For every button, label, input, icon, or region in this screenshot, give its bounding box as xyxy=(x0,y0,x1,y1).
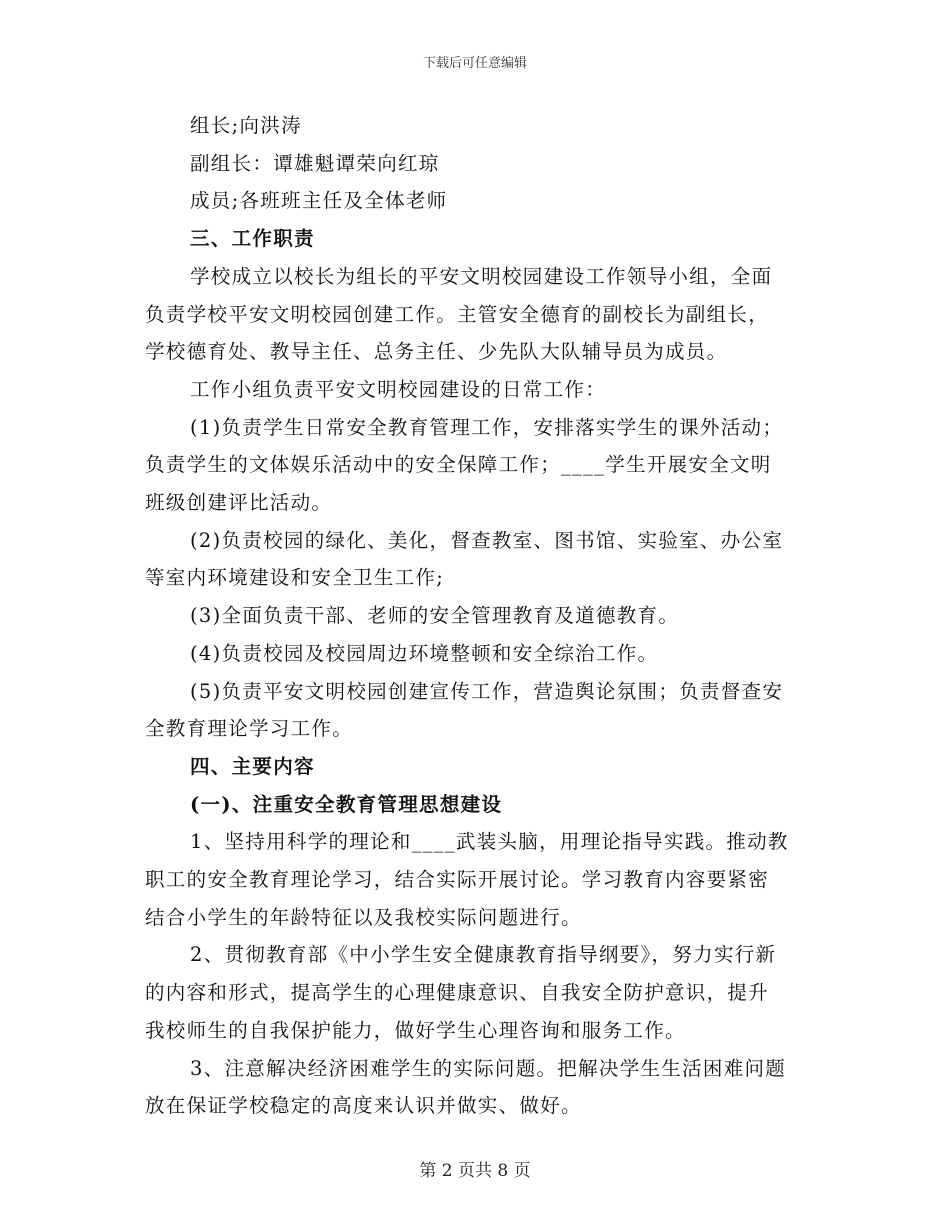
text-line: 1、坚持用科学的理论和____武装头脑，用理论指导实践。推动教 xyxy=(190,830,789,854)
section-heading: (一)、注重安全教育管理思想建设 xyxy=(190,792,503,816)
text-line: 工作小组负责平安文明校园建设的日常工作： xyxy=(190,377,607,401)
text-line: 3、注意解决经济困难学生的实际问题。把解决学生生活困难问题 xyxy=(190,1056,787,1080)
text-line: 负责学校平安文明校园创建工作。主管安全德育的副校长为副组长， xyxy=(145,302,770,326)
text-line: (1)负责学生日常安全教育管理工作，安排落实学生的课外活动； xyxy=(190,415,784,439)
page-footer: 第 2 页共 8 页 xyxy=(419,1161,531,1181)
text-line: 职工的安全教育理论学习，结合实际开展讨论。学习教育内容要紧密 xyxy=(145,868,770,892)
text-line: 班级创建评比活动。 xyxy=(145,491,333,515)
text-line: 负责学生的文体娱乐活动中的安全保障工作；____学生开展安全文明 xyxy=(145,453,772,477)
text-line: 放在保证学校稳定的高度来认识并做实、做好。 xyxy=(145,1094,582,1118)
text-line: 我校师生的自我保护能力，做好学生心理咨询和服务工作。 xyxy=(145,1018,686,1042)
text-line: (3)全面负责干部、老师的安全管理教育及道德教育。 xyxy=(190,604,680,628)
text-line: (2)负责校园的绿化、美化，督查教室、图书馆、实验室、办公室 xyxy=(190,528,784,552)
text-line: 学校成立以校长为组长的平安文明校园建设工作领导小组，全面 xyxy=(190,264,773,288)
page-header: 下载后可任意编辑 xyxy=(422,56,527,71)
text-line: (4)负责校园及校园周边环境整顿和安全综治工作。 xyxy=(190,641,659,665)
document-body xyxy=(145,107,810,1125)
text-line: 全教育理论学习工作。 xyxy=(145,717,354,741)
text-line: 学校德育处、教导主任、总务主任、少先队大队辅导员为成员。 xyxy=(145,340,728,364)
section-heading: 四、主要内容 xyxy=(190,754,315,778)
text-line: 的内容和形式，提高学生的心理健康意识、自我安全防护意识，提升 xyxy=(145,981,770,1005)
text-line: 组长;向洪涛 xyxy=(190,114,302,137)
text-line: (5)负责平安文明校园创建宣传工作，营造舆论氛围；负责督查安 xyxy=(190,679,784,703)
text-line: 结合小学生的年龄特征以及我校实际问题进行。 xyxy=(145,905,582,929)
text-line: 等室内环境建设和安全卫生工作; xyxy=(145,566,445,590)
text-line: 2、贯彻教育部《中小学生安全健康教育指导纲要》，努力实行新 xyxy=(190,943,777,967)
text-line: 成员;各班班主任及全体老师 xyxy=(190,189,448,213)
section-heading: 三、工作职责 xyxy=(190,227,315,251)
text-line: 副组长：谭雄魁谭荣向红琼 xyxy=(190,151,440,175)
